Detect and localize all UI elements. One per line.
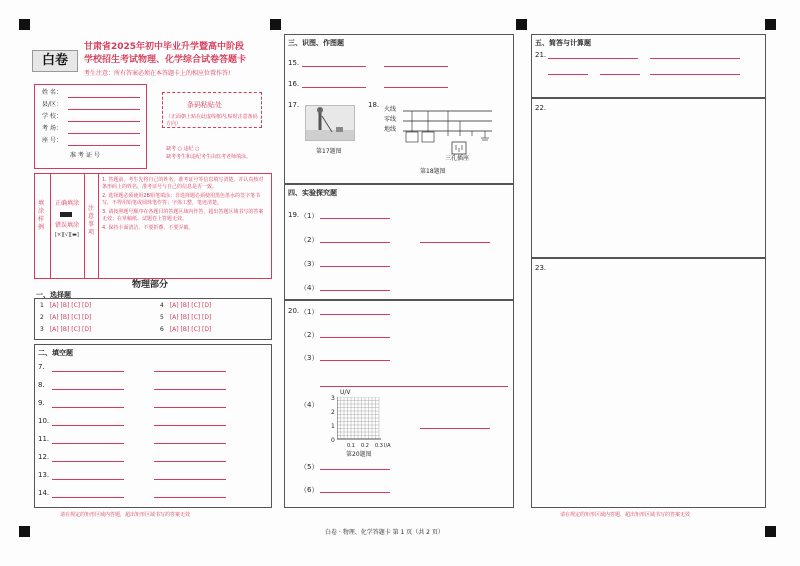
question-20: 20. bbox=[288, 307, 300, 315]
q19-part-1: （1） bbox=[300, 212, 319, 220]
question-21: 21. bbox=[535, 51, 547, 59]
wrong-fill-label: 错误填涂 bbox=[55, 222, 80, 229]
answer-line[interactable] bbox=[302, 66, 366, 67]
footer-warning-right: 请在规定的矩形区域内答题，超出矩形区域书写的答案无效 bbox=[560, 512, 691, 518]
section-3-title: 三、识图、作图题 bbox=[288, 39, 344, 47]
question-7: 7. bbox=[38, 363, 45, 371]
card-label-text: 白卷 bbox=[41, 53, 68, 68]
rules-list bbox=[102, 177, 268, 232]
ticket-number-label: 准 考 证 号 bbox=[70, 152, 100, 159]
rule-item: 4. 保持卡面清洁，不要折叠、不要弄破。 bbox=[102, 225, 194, 231]
q20-part-4: （4） bbox=[300, 401, 319, 409]
absent-options[interactable]: 缺考 ○ 违纪 ○ bbox=[166, 146, 200, 152]
county-field[interactable] bbox=[68, 109, 140, 110]
question-12: 12. bbox=[38, 453, 50, 461]
question-23: 23. bbox=[535, 264, 547, 272]
section-5-title: 五、简答与计算题 bbox=[535, 39, 591, 47]
notice: 考生注意：所有答案必须在本答题卡上的相应位置作答! bbox=[84, 70, 231, 77]
question-15: 15. bbox=[288, 59, 300, 67]
socket-label: 三孔插座 bbox=[445, 155, 470, 162]
q20-part-5: （5） bbox=[300, 463, 319, 471]
graph-y-label: U/V bbox=[340, 389, 351, 396]
q20-part-2: （2） bbox=[300, 331, 319, 339]
answer-line[interactable] bbox=[52, 479, 124, 480]
correct-fill-mark bbox=[60, 212, 72, 217]
q20-part-3: （3） bbox=[300, 354, 319, 362]
answer-line[interactable] bbox=[320, 314, 390, 315]
choice-row[interactable]: 5 [A] [B] [C] [D] bbox=[160, 314, 212, 321]
choice-right bbox=[160, 302, 211, 338]
answer-line[interactable] bbox=[420, 242, 490, 243]
answer-line[interactable] bbox=[420, 428, 490, 429]
question-17: 17. bbox=[288, 101, 300, 109]
answer-line[interactable] bbox=[384, 87, 448, 88]
correct-fill-label: 正确填涂 bbox=[55, 200, 80, 207]
question-16: 16. bbox=[288, 80, 300, 88]
choice-row[interactable]: 3 [A] [B] [C] [D] bbox=[40, 326, 92, 333]
graph-y-tick: 1 bbox=[331, 423, 335, 430]
question-22: 22. bbox=[535, 104, 547, 112]
answer-line[interactable] bbox=[52, 425, 124, 426]
answer-line[interactable] bbox=[320, 242, 390, 243]
answer-line[interactable] bbox=[154, 479, 226, 480]
question-8: 8. bbox=[38, 381, 45, 389]
choice-row[interactable]: 1 [A] [B] [C] [D] bbox=[40, 302, 92, 309]
answer-line[interactable] bbox=[154, 425, 226, 426]
question-20-block bbox=[284, 300, 514, 508]
graph-caption: 第20题图 bbox=[346, 451, 372, 458]
question-9: 9. bbox=[38, 399, 45, 407]
answer-line[interactable] bbox=[600, 74, 640, 75]
name-label: 姓 名： bbox=[42, 89, 62, 96]
fill-example-divider bbox=[50, 173, 51, 279]
seat-field[interactable] bbox=[68, 145, 140, 146]
graph-x-tick: 0.2 bbox=[361, 443, 369, 449]
physics-part-title: 物理部分 bbox=[132, 280, 169, 290]
room-field[interactable] bbox=[68, 133, 140, 134]
answer-line[interactable] bbox=[320, 337, 390, 338]
answer-line[interactable] bbox=[52, 497, 124, 498]
section-4-title: 四、实验探究题 bbox=[288, 189, 337, 197]
title-line-1: 甘肃省2025年初中毕业升学暨高中阶段 bbox=[84, 42, 245, 52]
wire-labels bbox=[384, 106, 396, 136]
question-11: 11. bbox=[38, 435, 50, 443]
choice-row[interactable]: 6 [A] [B] [C] [D] bbox=[160, 326, 212, 333]
alignment-marker bbox=[765, 526, 776, 537]
fill-example-side-label: 填涂样例 bbox=[38, 200, 45, 231]
room-label: 考 场： bbox=[42, 125, 62, 132]
graph-y-tick: 2 bbox=[331, 409, 335, 416]
section-2-title: 二、填空题 bbox=[38, 349, 73, 357]
name-field[interactable] bbox=[68, 97, 140, 98]
answer-line[interactable] bbox=[52, 371, 124, 372]
notice-side-label: 注意事项 bbox=[88, 205, 95, 236]
answer-line[interactable] bbox=[650, 58, 740, 59]
q19-part-4: （4） bbox=[300, 284, 319, 292]
section-1-title: 一、选择题 bbox=[36, 291, 71, 299]
answer-line[interactable] bbox=[320, 266, 390, 267]
answer-line[interactable] bbox=[320, 360, 390, 361]
alignment-marker bbox=[19, 526, 30, 537]
notice-divider-2 bbox=[98, 173, 99, 279]
question-18: 18. bbox=[368, 101, 380, 109]
school-label: 学 校： bbox=[42, 113, 62, 120]
question-19: 19. bbox=[288, 211, 300, 219]
wire-label-live: 火线 bbox=[384, 106, 397, 113]
alignment-marker bbox=[765, 19, 776, 30]
wrong-fill-marks: [×][√][▬] bbox=[55, 232, 79, 238]
fig18-caption: 第18题图 bbox=[420, 168, 446, 175]
question-10: 10. bbox=[38, 417, 50, 425]
graph-origin: 0 bbox=[331, 437, 335, 444]
barcode-sub: （正面朝上贴在此虚线框内,贴时注意条码方向） bbox=[166, 114, 258, 127]
answer-line[interactable] bbox=[154, 497, 226, 498]
answer-line[interactable] bbox=[52, 407, 124, 408]
fig17-caption: 第17题图 bbox=[316, 148, 342, 155]
answer-line[interactable] bbox=[650, 74, 740, 75]
answer-line[interactable] bbox=[154, 407, 226, 408]
absent-note: 缺考考生和违纪考生由监考老师填涂。 bbox=[166, 154, 252, 160]
alignment-marker bbox=[516, 19, 527, 30]
wire-label-neutral: 零线 bbox=[384, 116, 397, 123]
answer-line[interactable] bbox=[320, 469, 390, 470]
info-field-labels bbox=[42, 89, 92, 149]
q20-part-6: （6） bbox=[300, 486, 319, 494]
rule-item: 3. 请按照题号顺序在各题目的答题区域内作答，超出答题区域书写的答案无效；在草稿纸、试题卷上答题无效。 bbox=[102, 209, 264, 222]
answer-line[interactable] bbox=[320, 218, 390, 219]
graph-y-tick: 3 bbox=[331, 395, 335, 402]
answer-line[interactable] bbox=[154, 461, 226, 462]
county-label: 县/区： bbox=[42, 101, 63, 108]
answer-line[interactable] bbox=[320, 492, 390, 493]
card-label bbox=[32, 50, 78, 72]
answer-line[interactable] bbox=[384, 66, 448, 67]
answer-line[interactable] bbox=[154, 443, 226, 444]
answer-line[interactable] bbox=[154, 389, 226, 390]
title-line-2: 学校招生考试物理、化学综合试卷答题卡 bbox=[84, 55, 247, 65]
choice-row[interactable]: 4 [A] [B] [C] [D] bbox=[160, 302, 212, 309]
choice-row[interactable]: 2 [A] [B] [C] [D] bbox=[40, 314, 92, 321]
footer-center: 白卷 · 物理、化学答题卡 第 1 页（共 2 页） bbox=[325, 529, 444, 536]
q19-part-2: （2） bbox=[300, 236, 319, 244]
fig17-image bbox=[305, 105, 355, 141]
answer-line[interactable] bbox=[52, 461, 124, 462]
graph-x-label: I/A bbox=[384, 443, 391, 449]
answer-line[interactable] bbox=[320, 290, 390, 291]
choice-left bbox=[40, 302, 91, 338]
graph-x-tick: 0.3 bbox=[375, 443, 383, 449]
drawing-area-line[interactable] bbox=[320, 386, 508, 387]
alignment-marker bbox=[19, 19, 30, 30]
answer-line[interactable] bbox=[154, 371, 226, 372]
rule-item: 1. 答题前，考生先将自己的姓名、准考证号等信息填写清楚，并认真核对条形码上的姓名、准考证号与自己的信息是否一致。 bbox=[102, 177, 264, 190]
question-13: 13. bbox=[38, 471, 50, 479]
graph-x-tick: 0.1 bbox=[347, 443, 355, 449]
q19-part-3: （3） bbox=[300, 260, 319, 268]
graph-grid[interactable] bbox=[337, 397, 381, 443]
notice-divider-1 bbox=[84, 173, 85, 279]
answer-line[interactable] bbox=[52, 389, 124, 390]
answer-line[interactable] bbox=[548, 58, 638, 59]
question-23-block[interactable] bbox=[531, 258, 766, 508]
q20-part-1: （1） bbox=[300, 308, 319, 316]
answer-line[interactable] bbox=[302, 87, 366, 88]
answer-line[interactable] bbox=[548, 74, 588, 75]
wire-label-ground: 地线 bbox=[384, 126, 397, 133]
answer-line[interactable] bbox=[52, 443, 124, 444]
rule-item: 2. 选择题必须使用2B铅笔填涂；非选择题必须使用黑色墨水的签字笔书写，不得用铅笔或圆珠笔作答；字体工整，笔迹清楚。 bbox=[102, 193, 260, 206]
question-22-block[interactable] bbox=[531, 98, 766, 258]
question-14: 14. bbox=[38, 489, 50, 497]
seat-label: 座 号： bbox=[42, 137, 62, 144]
fill-in-block bbox=[34, 344, 272, 508]
barcode-title: 条码粘贴处 bbox=[187, 101, 222, 109]
footer-warning-left: 请在规定的矩形区域内答题，超出矩形区域书写的答案无效 bbox=[60, 512, 191, 518]
school-field[interactable] bbox=[68, 121, 140, 122]
alignment-marker bbox=[270, 19, 281, 30]
